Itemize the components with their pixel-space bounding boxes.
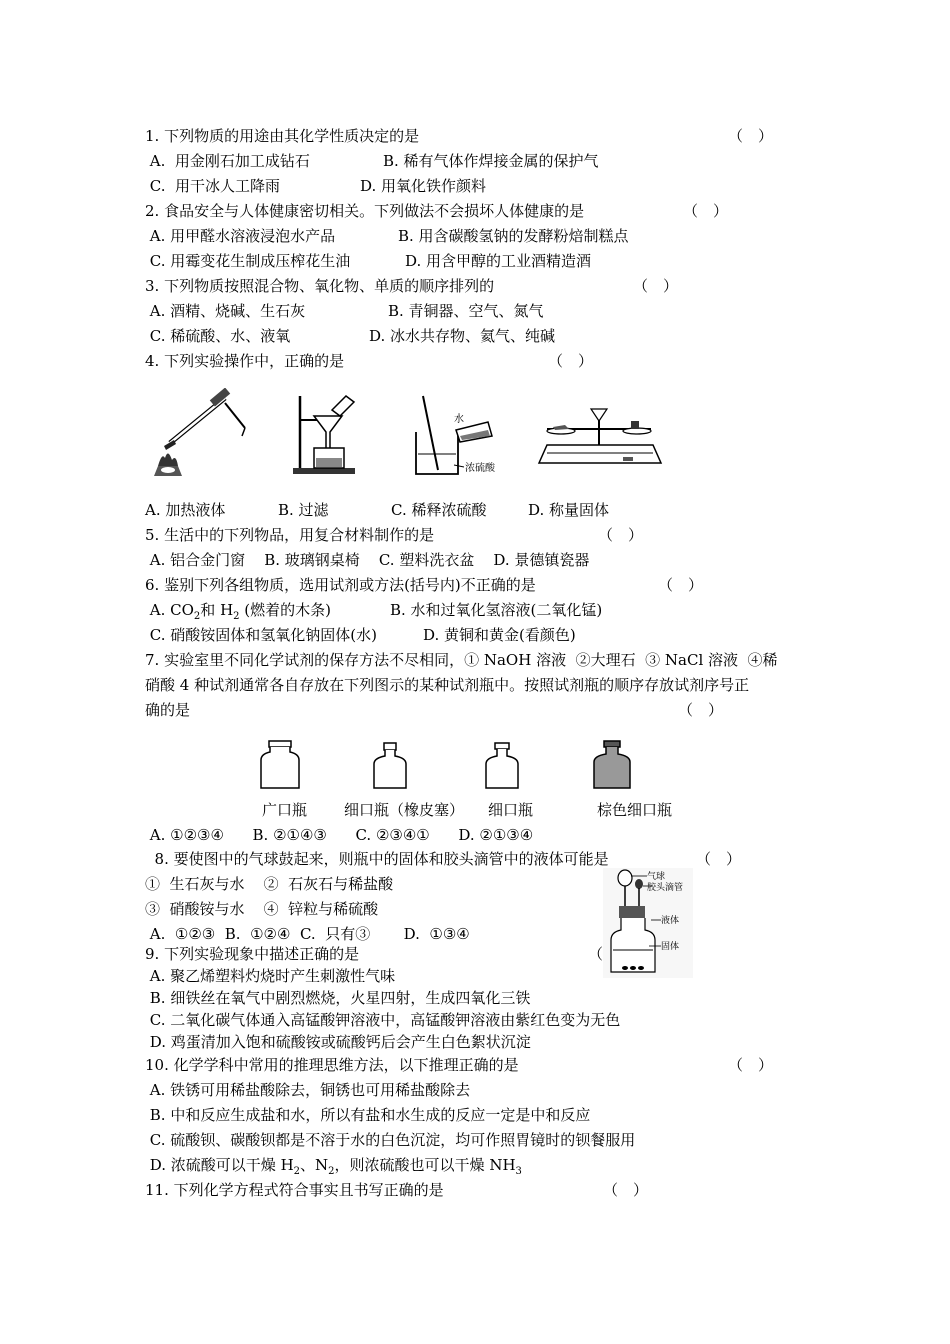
water-label: 水 [454,414,464,425]
q10-option-b: B. 中和反应生成盐和水，所以有盐和水生成的反应一定是中和反应 [145,1106,591,1124]
q2-answer-paren: （ ） [683,202,729,220]
filtration-figure [288,388,363,476]
q6-option-d: D. 黄铜和黄金(看颜色) [423,626,576,644]
q3-option-b: B. 青铜器、空气、氮气 [388,302,544,320]
dilute-acid-figure [408,392,508,480]
q4-option-d: D. 称量固体 [528,501,610,519]
conc-acid-label: 浓硫酸 [465,463,495,474]
q4-option-a: A. 加热液体 [145,501,226,519]
wide-mouth-bottle-figure [258,740,302,790]
q6-option-c: C. 硝酸铵固体和氢氧化钠固体(水) [145,626,377,644]
q1-option-b: B. 稀有气体作焊接金属的保护气 [383,152,599,170]
q10-stem: 10. 化学学科中常用的推理思维方法，以下推理正确的是 [145,1056,519,1074]
balloon-label: 气球 [647,872,666,882]
q4-stem: 4. 下列实验操作中，正确的是 [145,352,345,370]
liquid-label: 液体 [661,916,680,926]
balance-figure [533,405,668,467]
q3-stem: 3. 下列物质按照混合物、氧化物、单质的顺序排列的 [145,277,495,295]
q4-option-c: C. 稀释浓硫酸 [391,501,487,519]
q9-option-b: B. 细铁丝在氧气中剧烈燃烧，火星四射，生成四氧化三铁 [145,989,531,1007]
q9-stem: 9. 下列实验现象中描述正确的是 [145,945,360,963]
q10-option-c: C. 硫酸钡、碳酸钡都是不溶于水的白色沉淀，均可作照胃镜时的钡餐服用 [145,1131,636,1149]
solid-label: 固体 [661,942,680,952]
q8-answer-paren: （ ） [696,850,742,868]
q1-option-a: A. 用金刚石加工成钻石 [145,152,310,170]
q6-option-b: B. 水和过氧化氢溶液(二氧化锰) [390,601,603,619]
balloon-flask-figure [603,868,693,978]
q2-option-c: C. 用霉变花生制成压榨花生油 [145,252,351,270]
heating-liquid-figure [150,388,250,478]
q7-options: A. ①②③④ B. ②①④③ C. ②③④① D. ②①③④ [145,826,534,844]
q9-answer-paren: （ [588,945,604,963]
q5-options: A. 铝合金门窗 B. 玻璃钢桌椅 C. 塑料洗衣盆 D. 景德镇瓷器 [145,551,590,569]
dropper-label: 胶头滴管 [647,883,684,893]
bottle-label-brown: 棕色细口瓶 [597,801,673,819]
q9-option-c: C. 二氧化碳气体通入高锰酸钾溶液中，高锰酸钾溶液由紫红色变为无色 [145,1011,621,1029]
q8-line1: ① 生石灰与水 ② 石灰石与稀盐酸 [145,875,394,893]
q6-stem: 6. 鉴别下列各组物质，选用试剂或方法(括号内)不正确的是 [145,576,536,594]
q10-option-d: D. 浓硫酸可以干燥 $H_2$、$N_2$，则浓硫酸也可以干燥 $NH_3$ [145,1156,522,1177]
q1-option-c: C. 用干冰人工降雨 [145,177,281,195]
q9-option-d: D. 鸡蛋清加入饱和硫酸铵或硫酸钙后会产生白色絮状沉淀 [145,1033,531,1051]
q4-option-b: B. 过滤 [278,501,329,519]
q8-stem: 8. 要使图中的气球鼓起来，则瓶中的固体和胶头滴管中的液体可能是 [145,850,609,868]
q2-stem: 2. 食品安全与人体健康密切相关。下列做法不会损坏人体健康的是 [145,202,585,220]
q8-options: A. ①②③ B. ①②④ C. 只有③ D. ①③④ [145,925,470,943]
q2-option-a: A. 用甲醛水溶液浸泡水产品 [145,227,336,245]
bottle-label-narrow: 细口瓶 [488,801,534,819]
q7-answer-paren: （ ） [678,701,724,719]
q3-answer-paren: （ ） [633,277,679,295]
q1-stem: 1. 下列物质的用途由其化学性质决定的是 [145,127,420,145]
q1-option-d: D. 用氧化铁作颜料 [360,177,487,195]
q7-stem-line3: 确的是 [145,701,191,719]
q2-option-b: B. 用含碳酸氢钠的发酵粉焙制糕点 [398,227,629,245]
q7-stem-line1: 7. 实验室里不同化学试剂的保存方法不尽相同，① NaOH 溶液 ②大理石 ③ NaCl 溶液 ④稀 [145,651,778,669]
q1-answer-paren: （ ） [728,127,774,145]
q4-answer-paren: （ ） [548,352,594,370]
q10-option-a: A. 铁锈可用稀盐酸除去，铜锈也可用稀盐酸除去 [145,1081,471,1099]
q3-option-d: D. 冰水共存物、氦气、纯碱 [369,327,556,345]
q3-option-c: C. 稀硫酸、水、液氧 [145,327,291,345]
bottle-label-rubber: 细口瓶（橡皮塞） [344,801,465,819]
q11-stem: 11. 下列化学方程式符合事实且书写正确的是 [145,1181,444,1199]
q5-stem: 5. 生活中的下列物品，用复合材料制作的是 [145,526,435,544]
narrow-mouth-bottle-figure [482,742,522,790]
bottle-label-wide: 广口瓶 [262,801,308,819]
q3-option-a: A. 酒精、烧碱、生石灰 [145,302,306,320]
q11-answer-paren: （ ） [603,1181,649,1199]
q6-answer-paren: （ ） [658,576,704,594]
q7-stem-line2: 硝酸 4 种试剂通常各自存放在下列图示的某种试剂瓶中。按照试剂瓶的顺序存放试剂序号正 [145,676,750,694]
q5-answer-paren: （ ） [598,526,644,544]
q8-line2: ③ 硝酸铵与水 ④ 锌粒与稀硫酸 [145,900,379,918]
q10-answer-paren: （ ） [728,1056,774,1074]
q2-option-d: D. 用含甲醇的工业酒精造酒 [405,252,592,270]
rubber-stopper-bottle-figure [370,742,410,790]
q9-option-a: A. 聚乙烯塑料灼烧时产生刺激性气味 [145,967,396,985]
brown-bottle-figure [590,740,634,790]
q6-option-a: A. $CO_2$和 $H_2$ (燃着的木条) [145,601,332,622]
